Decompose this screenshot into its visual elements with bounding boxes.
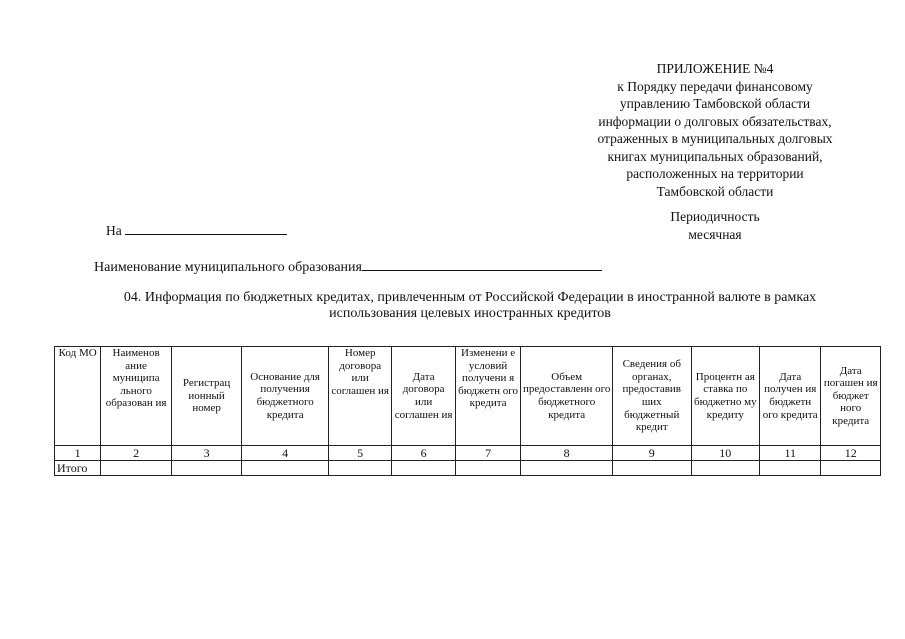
header-cell: Дата договора или соглашен ия [392, 347, 455, 446]
column-number: 10 [691, 446, 759, 461]
column-number: 8 [521, 446, 613, 461]
column-number: 6 [392, 446, 455, 461]
section-title-line: 04. Информация по бюджетных кредитах, привлеченным от Российской Федерации в иностранной валюте в рамках [123, 290, 817, 305]
column-number: 7 [455, 446, 520, 461]
credits-table [54, 346, 881, 476]
total-label: Итого [55, 461, 101, 476]
date-blank-line[interactable] [125, 222, 287, 235]
header-cell: Номер договора или соглашен ия [328, 347, 391, 446]
header-cell: Процентн ая ставка по бюджетно му кредиту [691, 347, 759, 446]
periodicity-value: месячная [688, 226, 742, 242]
municipality-field-label: Наименование муниципального образования [94, 260, 362, 275]
appendix-title: ПРИЛОЖЕНИЕ №4 [656, 61, 774, 76]
header-cell: Объем предоставленн ого бюджетного кредита [521, 347, 613, 446]
table-cell[interactable] [760, 461, 821, 476]
table-cell[interactable] [612, 461, 691, 476]
appendix-line: отраженных в муниципальных долговых [597, 131, 833, 146]
table-cell[interactable] [392, 461, 455, 476]
table-cell[interactable] [328, 461, 391, 476]
table-cell[interactable] [171, 461, 242, 476]
column-number: 4 [242, 446, 329, 461]
table-cell[interactable] [821, 461, 881, 476]
appendix-line: к Порядку передачи финансовому [617, 78, 813, 94]
header-cell: Код МО [55, 347, 101, 446]
header-cell: Основание для получения бюджетного кредита [242, 347, 329, 446]
column-number-row [55, 446, 881, 461]
appendix-header [560, 60, 870, 200]
table-cell[interactable] [691, 461, 759, 476]
municipality-field [94, 258, 602, 276]
column-number: 3 [171, 446, 242, 461]
table-cell[interactable] [521, 461, 613, 476]
appendix-line: книгах муниципальных образований, [607, 148, 823, 164]
appendix-line: Тамбовской области [656, 183, 774, 199]
table-cell[interactable] [455, 461, 520, 476]
header-cell: Регистрац ионный номер [171, 347, 242, 446]
column-number: 9 [612, 446, 691, 461]
section-title-line: использования целевых иностранных кредитов [329, 306, 611, 321]
header-cell: Сведения об органах, предоставив ших бюджетный кредит [612, 347, 691, 446]
periodicity-block [630, 208, 800, 243]
periodicity-label: Периодичность [670, 209, 760, 224]
column-number: 12 [821, 446, 881, 461]
appendix-line: расположенных на территории [626, 166, 804, 181]
header-cell: Изменени е условий получени я бюджетн ого кредита [455, 347, 520, 446]
total-row [55, 461, 881, 476]
column-number: 5 [328, 446, 391, 461]
date-field [106, 222, 287, 239]
header-cell: Дата получен ия бюджетн ого кредита [760, 347, 821, 446]
column-number: 2 [101, 446, 172, 461]
column-number: 11 [760, 446, 821, 461]
column-number: 1 [55, 446, 101, 461]
municipality-blank-line[interactable] [362, 258, 602, 271]
header-cell: Дата погашен ия бюджет ного кредита [821, 347, 881, 446]
section-title [70, 290, 870, 322]
header-row [55, 347, 881, 446]
date-field-label: На [106, 223, 122, 238]
table-cell[interactable] [101, 461, 172, 476]
table-cell[interactable] [242, 461, 329, 476]
header-cell: Наименов ание муниципа льного образован ия [101, 347, 172, 446]
appendix-line: управлению Тамбовской области [619, 96, 811, 111]
appendix-line: информации о долговых обязательствах, [598, 113, 832, 129]
